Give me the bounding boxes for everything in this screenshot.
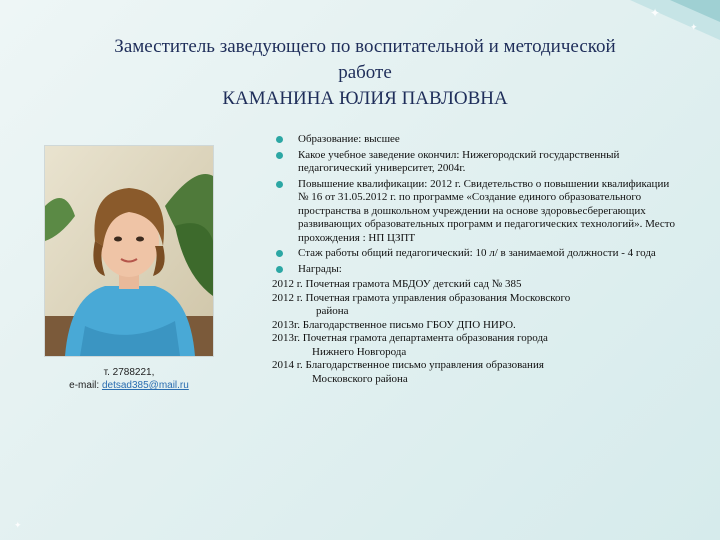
info-item-education: Образование: высшее [272,133,682,147]
contact-info [44,366,214,392]
bullet-icon [276,152,283,159]
corner-decoration-inner [670,0,720,22]
info-item-institution: Какое учебное заведение окончил: Нижегородский государственный педагогический университет, 2004г. [272,149,682,176]
info-item-experience: Стаж работы общий педагогический: 10 л/ в занимаемой должности - 4 года [272,247,682,261]
contact-email-label: e-mail: [69,380,102,391]
sparkle-icon: ✦ [690,22,698,32]
sparkle-icon: ✦ [14,520,22,530]
award-line: района [316,305,349,317]
info-list [272,133,682,276]
award-line: 2013г. Почетная грамота департамента образования города [272,332,548,344]
bullet-icon [276,250,283,257]
bullet-icon [276,136,283,143]
sparkle-icon: ✦ [650,6,661,20]
email-link[interactable]: detsad385@mail.ru [101,380,189,391]
contact-email-line [44,379,214,392]
title-line-position-cont: работе [338,62,392,83]
info-block [272,133,682,386]
portrait-image [45,146,213,356]
award-line: 2012 г. Почетная грамота МБДОУ детский сад № 385 [272,278,522,290]
info-item-qualification: Повышение квалификации: 2012 г. Свидетельство о повышении квалификации № 16 от 31.05.2012 г. по программе «Создание единого образовательного пространства в дошкольном учреждении на основе здоровьесберегающих развивающих образовательных программ и педагогических технологий». Место прохождения : НП ЦЗПТ [272,178,682,246]
contact-phone: т. 2788221, [103,367,155,378]
award-line: Нижнего Новгорода [312,345,407,358]
award-line: 2013г. Благодарственное письмо ГБОУ ДПО НИРО. [272,318,516,331]
bullet-icon [276,181,283,188]
bullet-icon [276,266,283,273]
title-line-position: Заместитель заведующего по воспитательной и методической [114,36,616,57]
awards-list [272,278,682,386]
award-line: 2014 г. Благодарственное письмо управления образования [272,359,544,371]
award-line: 2012 г. Почетная грамота управления образования Московского [272,291,571,304]
info-item-awards: Награды: [272,263,682,277]
page-title [40,34,690,112]
portrait-photo [44,145,214,357]
award-line: Московского района [312,372,408,385]
title-line-name: КАМАНИНА ЮЛИЯ ПАВЛОВНА [222,88,508,109]
